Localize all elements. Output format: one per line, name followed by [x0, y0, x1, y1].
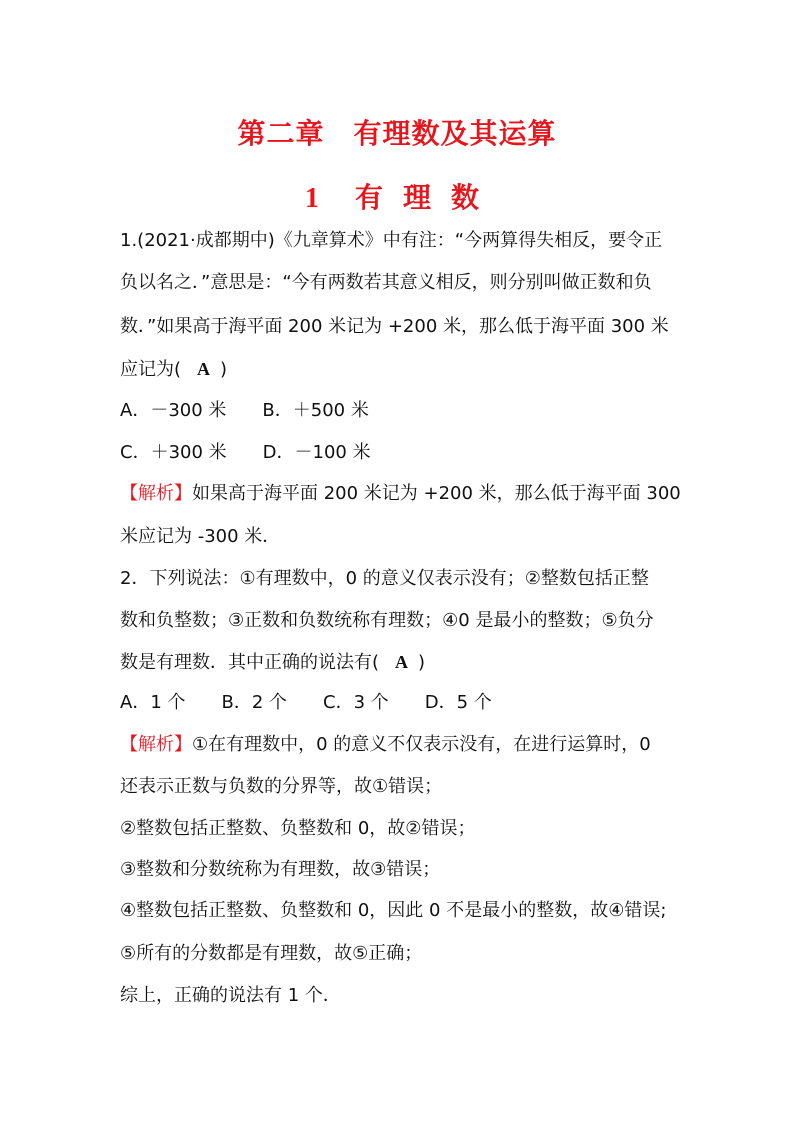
- q1-option: A．－300 米: [120, 400, 227, 421]
- q1-text-line: 数．”如果高于海平面 200 米记为 +200 米，那么低于海平面 300 米: [120, 316, 669, 337]
- q2-analysis-line: ④整数包括正整数、负整数和 0，因此 0 不是最小的整数，故④错误;: [120, 900, 667, 921]
- q2-answer-line: [120, 650, 425, 675]
- q1-option: B．＋500 米: [262, 400, 369, 421]
- q2-analysis-line: ②整数包括正整数、负整数和 0，故②错误；: [120, 818, 476, 839]
- q1-answer-prefix: 应记为(: [120, 359, 182, 380]
- q2-analysis-line: 还表示正数与负数的分界等，故①错误；: [120, 776, 443, 797]
- q2-options-row: [120, 691, 492, 715]
- q2-text-line: 数和负整数；③正数和负数统称有理数；④0 是最小的整数；⑤负分: [120, 610, 654, 631]
- q1-option: D．－100 米: [262, 442, 371, 463]
- q2-answer-prefix: 数是有理数．其中正确的说法有(: [120, 652, 380, 673]
- section-char: 理: [402, 181, 431, 214]
- q2-analysis-text: ①在有理数中，0 的意义不仅表示没有，在进行运算时，0: [192, 734, 651, 755]
- q2-option: D．5 个: [424, 692, 492, 713]
- q2-analysis-line: [120, 733, 651, 757]
- q1-text-line: 1.(2021·成都期中)《九章算术》中有注：“今两算得失相反，要令正: [120, 230, 663, 251]
- section-number: 1: [304, 183, 319, 214]
- q1-analysis-line: [120, 482, 681, 506]
- q2-answer-suffix: ): [418, 652, 426, 673]
- q1-analysis-line: 米应记为 -300 米．: [120, 526, 281, 547]
- section-title: [0, 176, 794, 216]
- q1-text-line: 负以名之．”意思是：“今有两数若其意义相反，则分别叫做正数和负: [120, 272, 652, 293]
- q1-answer: A: [197, 359, 211, 379]
- q1-analysis-text: 如果高于海平面 200 米记为 +200 米，那么低于海平面 300: [192, 483, 681, 504]
- q2-analysis-line: 综上，正确的说法有 1 个．: [120, 985, 341, 1006]
- q2-analysis-line: ⑤所有的分数都是有理数，故⑤正确；: [120, 943, 423, 964]
- section-char: 有: [354, 181, 383, 214]
- q2-analysis-tag: 【解析】: [120, 734, 192, 755]
- section-char: 数: [451, 181, 480, 214]
- q1-option: C．＋300 米: [120, 442, 227, 463]
- q1-options-row: [120, 441, 371, 465]
- q2-analysis-line: ③整数和分数统称为有理数，故③错误；: [120, 859, 441, 880]
- q2-option: C．3 个: [323, 692, 389, 713]
- q2-text-line: 2．下列说法：①有理数中，0 的意义仅表示没有；②整数包括正整: [120, 568, 649, 589]
- q2-answer: A: [395, 652, 409, 672]
- q2-option: A．1 个: [120, 692, 186, 713]
- q1-options-row: [120, 399, 369, 423]
- q1-answer-line: [120, 357, 227, 382]
- chapter-title: 第二章 有理数及其运算: [237, 117, 557, 150]
- q2-option: B．2 个: [221, 692, 288, 713]
- q1-answer-suffix: ): [220, 359, 228, 380]
- q1-analysis-tag: 【解析】: [120, 483, 192, 504]
